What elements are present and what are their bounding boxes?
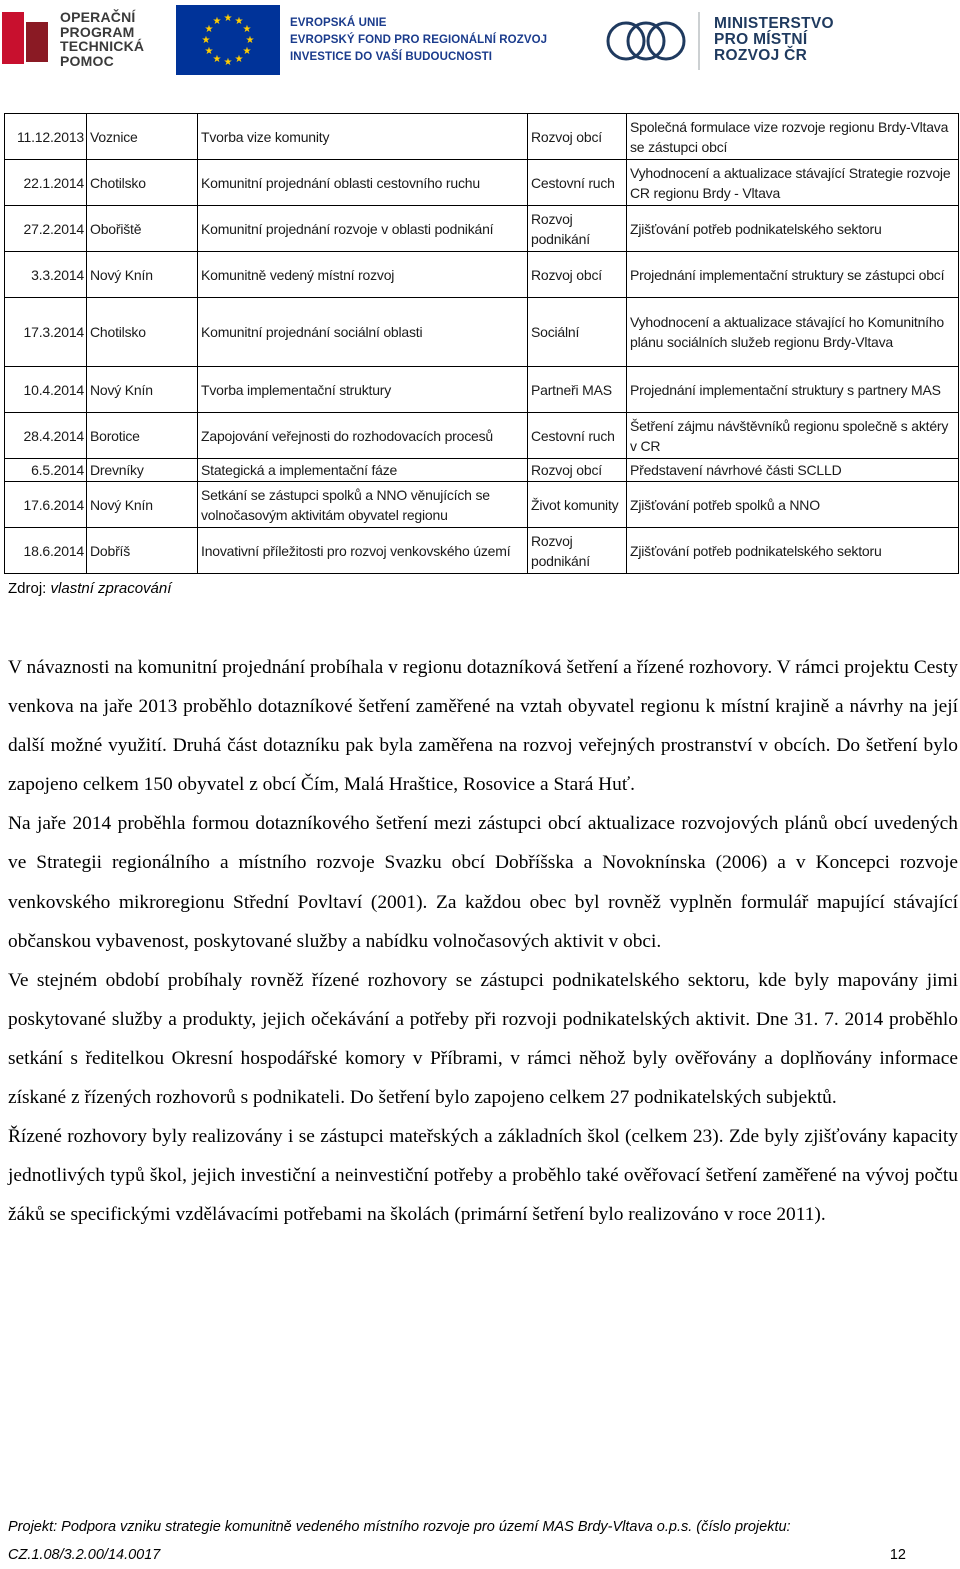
table-row [5, 482, 959, 528]
cell-date: 11.12.2013 [5, 114, 87, 160]
cell-result: Zjišťování potřeb podnikatelského sektoru [627, 528, 959, 574]
footer-project-line: Projekt: Podpora vzniku strategie komunitně vedeného místního rozvoje pro území MAS Brdy-Vltava o.p.s. (číslo projektu: [8, 1519, 791, 1535]
cell-activity: Komunitní projednání rozvoje v oblasti podnikání [198, 206, 528, 252]
mmr-logo [604, 2, 960, 78]
mmr-mark-icon [604, 8, 690, 72]
cell-result: Vyhodnocení a aktualizace stávající ho Komunitního plánu sociálních služeb regionu Brdy-Vltava [627, 298, 959, 367]
cell-area: Rozvoj podnikání [528, 206, 627, 252]
svg-text:★: ★ [204, 46, 214, 57]
cell-date: 10.4.2014 [5, 367, 87, 413]
eu-logo-line: EVROPSKÁ UNIE [290, 16, 387, 29]
cell-activity: Zapojování veřejnosti do rozhodovacích procesů [198, 413, 528, 459]
cell-date: 18.6.2014 [5, 528, 87, 574]
op-tp-mark-icon [2, 8, 54, 70]
eu-logo-line: EVROPSKÝ FOND PRO REGIONÁLNÍ ROZVOJ [290, 33, 548, 46]
cell-activity: Komunitní projednání oblasti cestovního ruchu [198, 160, 528, 206]
cell-area: Život komunity [528, 482, 627, 528]
cell-place: Dobříš [87, 528, 198, 574]
cell-area: Cestovní ruch [528, 413, 627, 459]
cell-result: Projednání implementační struktury se zástupci obcí [627, 252, 959, 298]
page-footer [8, 1513, 958, 1569]
paragraph: V návaznosti na komunitní projednání probíhala v regionu dotazníková šetření a řízené rozhovory. V rámci projektu Cesty venkova na jaře 2013 proběhlo dotazníkové šetření zaměřené na vztah obyvatel regionu k místní krajině a návrhy na její další možné využití. Druhá část dotazníku pak byla zaměřena na rozvoj veřejných prostranství v obcích. Do šetření bylo zapojeno celkem 150 obyvatel z obcí Čím, Malá Hraštice, Rosovice a Stará Huť. [8, 657, 958, 796]
svg-text:★: ★ [242, 24, 252, 35]
table-row [5, 160, 959, 206]
cell-area: Rozvoj obcí [528, 114, 627, 160]
op-logo-line: OPERAČNÍ [60, 9, 136, 25]
svg-text:★: ★ [245, 35, 255, 46]
eu-logo-line: INVESTICE DO VAŠÍ BUDOUCNOSTI [290, 50, 493, 63]
svg-text:★: ★ [234, 16, 244, 27]
cell-activity: Setkání se zástupci spolků a NNO věnujících se volnočasovým aktivitám obyvatel regionu [198, 482, 528, 528]
cell-date: 27.2.2014 [5, 206, 87, 252]
table-row [5, 367, 959, 413]
page-number: 12 [889, 1547, 906, 1563]
op-logo-line: POMOC [60, 52, 114, 69]
footer-project-number: CZ.1.08/3.2.00/14.0017 [8, 1547, 161, 1563]
op-logo-line: PROGRAM [60, 23, 135, 40]
cell-place: Drevníky [87, 459, 198, 482]
op-tp-logo-text [60, 10, 144, 68]
cell-activity: Komunitně vedený místní rozvoj [198, 252, 528, 298]
table-source-note [8, 580, 171, 597]
body-text [8, 648, 958, 1234]
svg-text:★: ★ [223, 13, 233, 24]
cell-activity: Stategická a implementační fáze [198, 459, 528, 482]
cell-area: Partneři MAS [528, 367, 627, 413]
paragraph: Na jaře 2014 proběhla formou dotazníkového šetření mezi zástupci obcí aktualizace rozvojových plánů obcí uvedených ve Strategii regionálního a místního rozvoje Svazku obcí Dobříšska a Novoknínska (2006) a v Koncepci rozvoje venkovského mikroregionu Střední Povltaví (2001). Za každou obec byl rovněž vyplněn formulář mapující stávající občanskou vybavenost, poskytované služby a nabídku volnočasových aktivit v obci. [8, 813, 958, 952]
mmr-logo-line: MINISTERSTVO [714, 15, 834, 32]
mmr-logo-line: ROZVOJ ČR [714, 47, 808, 64]
cell-place: Chotilsko [87, 298, 198, 367]
op-logo-line: TECHNICKÁ [60, 38, 145, 54]
cell-place: Nový Knín [87, 367, 198, 413]
cell-area: Rozvoj obcí [528, 459, 627, 482]
table-row [5, 114, 959, 160]
mmr-logo-line: PRO MÍSTNÍ [714, 31, 808, 48]
svg-text:★: ★ [201, 35, 211, 46]
cell-date: 17.3.2014 [5, 298, 87, 367]
cell-activity: Tvorba vize komunity [198, 114, 528, 160]
svg-text:★: ★ [242, 46, 252, 57]
svg-text:★: ★ [204, 24, 214, 35]
cell-result: Zjišťování potřeb podnikatelského sektoru [627, 206, 959, 252]
cell-result: Šetření zájmu návštěvníků regionu společně s aktéry v CR [627, 413, 959, 459]
cell-result: Společná formulace vize rozvoje regionu Brdy-Vltava se zástupci obcí [627, 114, 959, 160]
eu-flag-icon [176, 5, 280, 75]
cell-result: Představení návrhové části SCLLD [627, 459, 959, 482]
table-row [5, 528, 959, 574]
svg-text:★: ★ [212, 54, 222, 65]
op-tp-logo [0, 0, 160, 78]
cell-area: Sociální [528, 298, 627, 367]
cell-place: Nový Knín [87, 482, 198, 528]
cell-area: Rozvoj podnikání [528, 528, 627, 574]
cell-result: Zjišťování potřeb spolků a NNO [627, 482, 959, 528]
svg-text:★: ★ [212, 16, 222, 27]
cell-area: Cestovní ruch [528, 160, 627, 206]
svg-text:★: ★ [234, 54, 244, 65]
cell-activity: Komunitní projednání sociální oblasti [198, 298, 528, 367]
cell-date: 3.3.2014 [5, 252, 87, 298]
cell-place: Nový Knín [87, 252, 198, 298]
cell-activity: Inovativní příležitosti pro rozvoj venkovského území [198, 528, 528, 574]
source-value: vlastní zpracování [50, 580, 172, 597]
table-row [5, 252, 959, 298]
cell-place: Chotilsko [87, 160, 198, 206]
cell-result: Vyhodnocení a aktualizace stávající Strategie rozvoje CR regionu Brdy - Vltava [627, 160, 959, 206]
cell-place: Obořiště [87, 206, 198, 252]
cell-date: 28.4.2014 [5, 413, 87, 459]
cell-area: Rozvoj obcí [528, 252, 627, 298]
mmr-logo-text [714, 16, 834, 64]
events-table [4, 113, 959, 574]
cell-activity: Tvorba implementační struktury [198, 367, 528, 413]
table-row [5, 459, 959, 482]
eu-logo [176, 2, 561, 78]
cell-place: Voznice [87, 114, 198, 160]
cell-date: 6.5.2014 [5, 459, 87, 482]
svg-text:★: ★ [223, 57, 233, 68]
cell-date: 22.1.2014 [5, 160, 87, 206]
table-row [5, 206, 959, 252]
cell-place: Borotice [87, 413, 198, 459]
table-row [5, 298, 959, 367]
eu-logo-text [290, 15, 547, 66]
table-row [5, 413, 959, 459]
source-label: Zdroj: [8, 580, 47, 597]
cell-result: Projednání implementační struktury s partnery MAS [627, 367, 959, 413]
cell-date: 17.6.2014 [5, 482, 87, 528]
paragraph: Řízené rozhovory byly realizovány i se zástupci mateřských a základních škol (celkem 23). Zde byly zjišťovány kapacity jednotlivých typů škol, jejich investiční a neinvestiční potřeby a proběhlo také ověřovací šetření zaměřené na vývoj počtu žáků se specifickými vzdělávacími potřebami na školách (primární šetření bylo realizováno v roce 2011). [8, 1126, 958, 1226]
paragraph: Ve stejném období probíhaly rovněž řízené rozhovory se zástupci podnikatelského sektoru, kde byly mapovány jimi poskytované služby a produkty, jejich očekávání a potřeby při rozvoji podnikatelských aktivit. Dne 31. 7. 2014 proběhlo setkání s ředitelkou Okresní hospodářské komory v Příbrami, v rámci něhož byly ověřovány a doplňovány informace získané z řízených rozhovorů s podnikateli. Do šetření bylo zapojeno celkem 27 podnikatelských subjektů. [8, 969, 958, 1109]
